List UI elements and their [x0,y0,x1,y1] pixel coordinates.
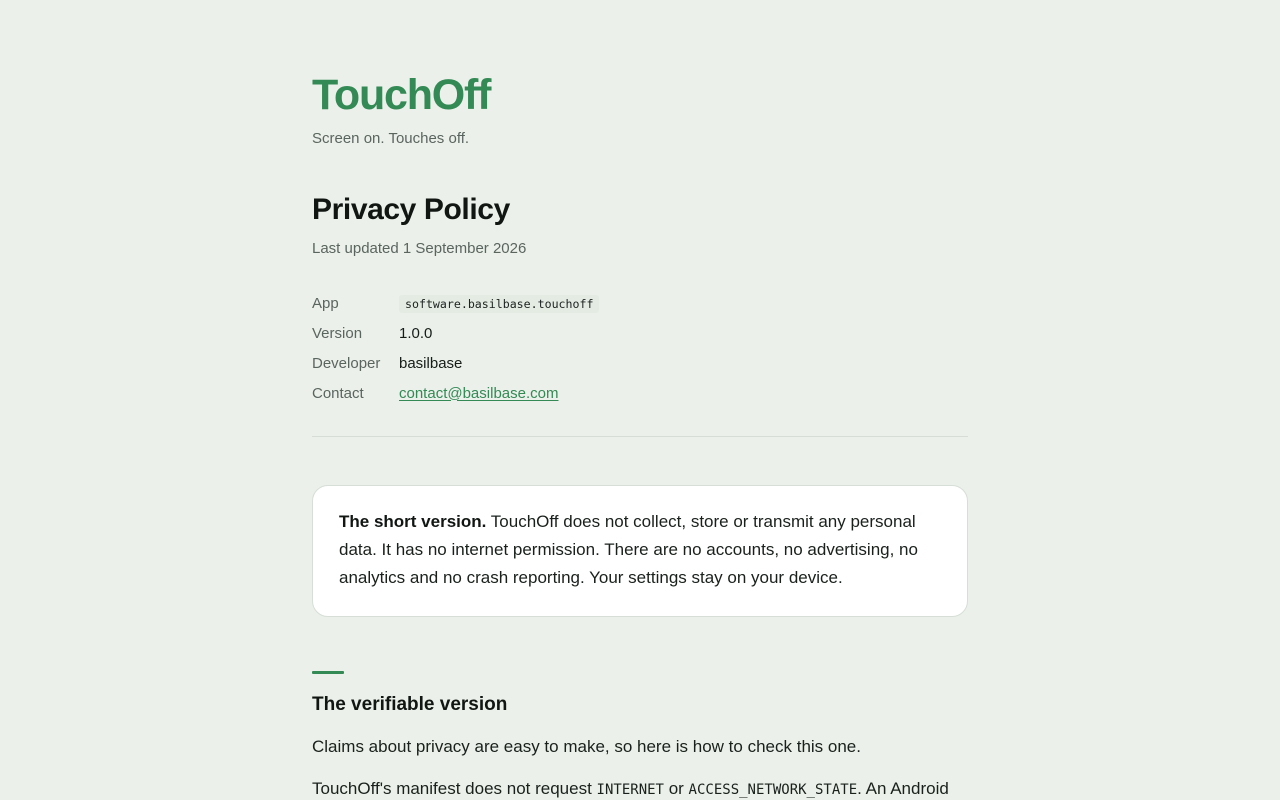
summary-lead: The short version. [339,512,487,531]
meta-row-version [312,318,968,348]
version-value: 1.0.0 [399,324,433,342]
page-title: Privacy Policy [312,193,510,226]
permission-network-state: ACCESS_NETWORK_STATE [688,782,858,798]
meta-row-developer [312,348,968,378]
manifest-prefix: TouchOff's manifest does not request [312,779,597,798]
meta-label-app: App [312,294,339,312]
verifiable-manifest [312,775,968,800]
verifiable-intro: Claims about privacy are easy to make, so here is how to check this one. [312,737,861,756]
meta-row-app [312,288,968,318]
section-accent-bar [312,671,344,674]
summary-card [312,485,968,617]
privacy-page [312,0,968,800]
section-title-verifiable: The verifiable version [312,694,508,715]
app-tagline: Screen on. Touches off. [312,130,470,147]
meta-label-contact: Contact [312,384,364,402]
contact-email-link[interactable]: contact@basilbase.com [399,384,559,402]
manifest-suffix: . An Android [857,779,949,798]
section-divider [312,436,968,437]
package-id: software.basilbase.touchoff [399,295,599,313]
developer-value: basilbase [399,354,463,372]
meta-label-developer: Developer [312,354,381,372]
permission-internet: INTERNET [596,782,664,798]
app-metadata [312,288,968,408]
meta-row-contact [312,378,968,408]
summary-body: TouchOff does not collect, store or transmit any personal data. It has no internet permission. There are no accounts, no advertising, no analytics and no crash reporting. Your settings stay on your device. [339,512,918,587]
manifest-or: or [663,779,689,798]
meta-label-version: Version [312,324,363,342]
last-updated: Last updated 1 September 2026 [312,240,527,257]
app-title: TouchOff [312,71,491,119]
